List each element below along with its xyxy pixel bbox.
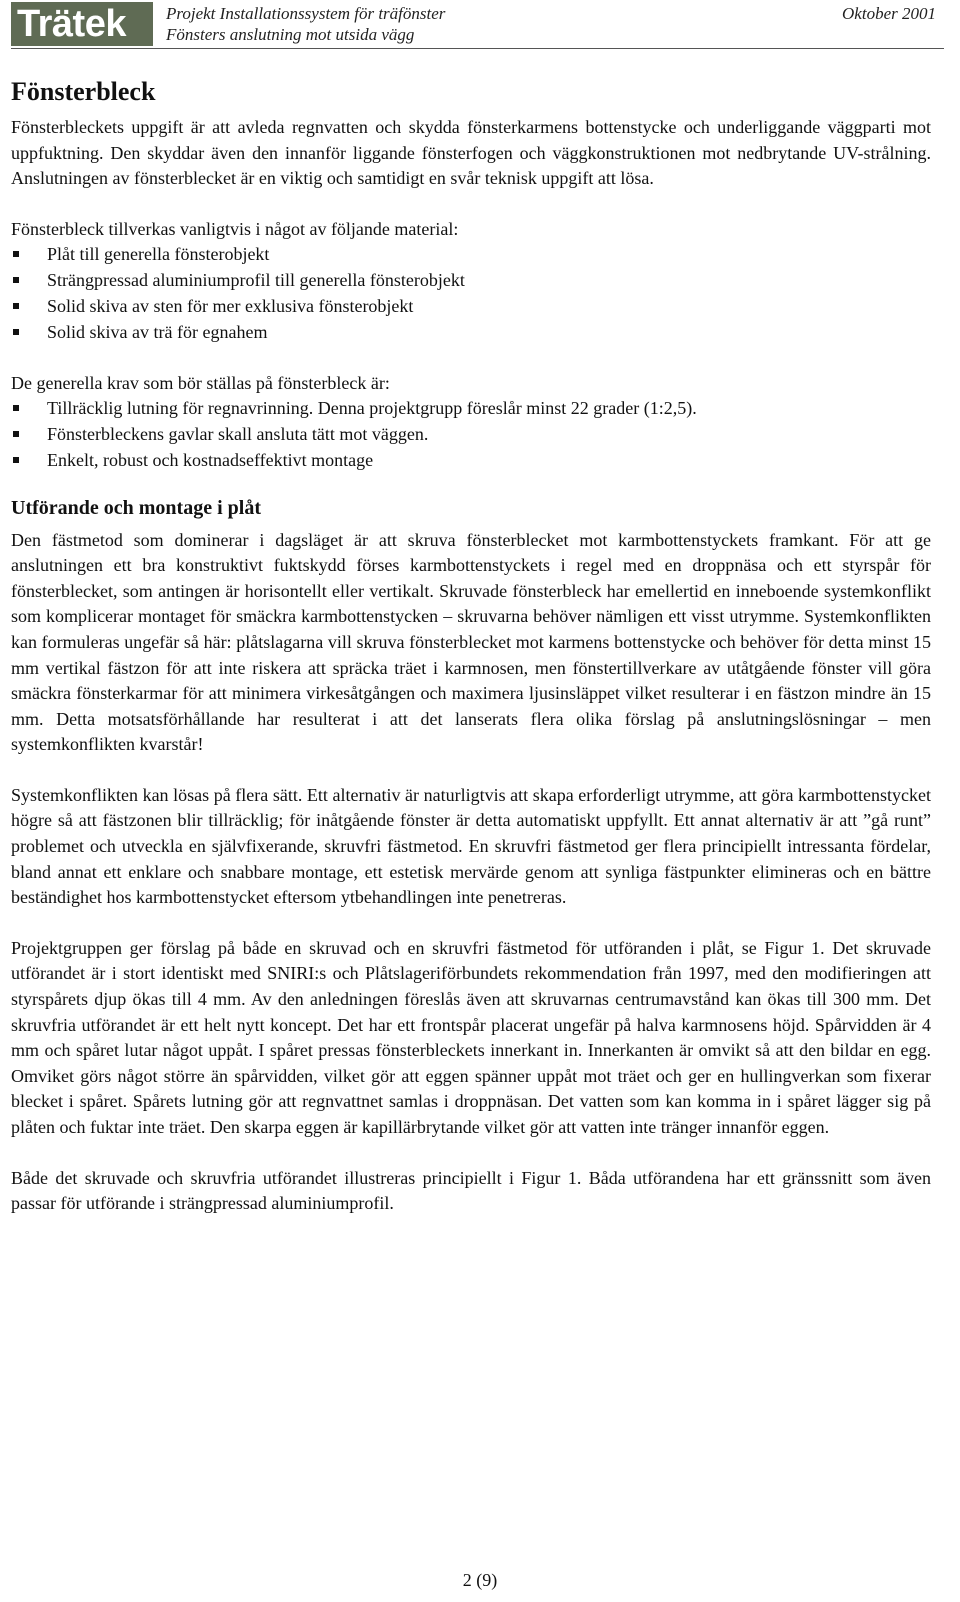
header-subtitle: Fönsters anslutning mot utsida vägg xyxy=(166,25,415,44)
requirements-lead: De generella krav som bör ställas på fönsterbleck är: xyxy=(11,372,390,393)
body-paragraph: Den fästmetod som dominerar i dagsläget är att skruva fönsterblecket mot karmbottenstyckets framkant. För att ge anslutningen ett bra konstruktivt fuktskydd förses karmbottenstyckets i regel med en droppnäsa och ett styrspår för fönsterblecket, som antingen är horisontellt eller vertikalt. Skruvade fönsterbleck har emellertid en inneboende systemkonflikt som komplicerar montaget för smäckra karmbottenstycken – skruvarna behöver nämligen ett visst utrymme. Systemkonflikten kan formuleras ungefär så här: plåtslagarna vill skruva fönsterblecket mot karmens bottenstycke och behöver för detta minst 15 mm vertikal fästzon för att inte riskera att spräcka träet i karmnosen, men fönstertillverkare av utåtgående fönster vill göra smäckra fönsterkarmar för att minimera virkesåtgången och maximera ljusinsläppet vilket resulterar i en fästzon mindre än 15 mm. Detta motsatsförhållande har resulterat i att det lanserats flera olika förslag på anslutningslösningar – men systemkonflikten kvarstår! xyxy=(11,529,931,755)
bullet-square-icon xyxy=(13,303,19,309)
bullet-square-icon xyxy=(13,251,19,257)
page-number: 2 (9) xyxy=(462,1570,498,1590)
body-paragraph: Både det skruvade och skruvfria utförandet illustreras principiellt i Figur 1. Båda utförandena har ett gränssnitt som även passar för utförande i strängpressad aluminiumprofil. xyxy=(11,1167,931,1214)
requirements-list xyxy=(11,396,931,473)
list-item: Strängpressad aluminiumprofil till generella fönsterobjekt xyxy=(11,268,931,294)
bullet-square-icon xyxy=(13,457,19,463)
list-item: Enkelt, robust och kostnadseffektivt montage xyxy=(11,448,931,474)
body-paragraph: Systemkonflikten kan lösas på flera sätt. Ett alternativ är naturligtvis att skapa erforderligt utrymme, att göra karmbottenstycket högre så att fästzonen blir tillräcklig; för inåtgående fönster är detta automatiskt uppfyllt. Ett annat alternativ är att ”gå runt” problemet och utveckla en självfixerande, skruvfri fästmetod. En skruvfri fästmetod ger flera principiellt intressanta fördelar, bland annat ett enklare och snabbare montage, ett estetisk mervärde genom att synliga fästpunkter elimineras och en bättre beständighet hos karmbottenstycket eftersom ytbehandlingen inte penetreras. xyxy=(11,784,931,908)
materials-lead: Fönsterbleck tillverkas vanligtvis i något av följande material: xyxy=(11,218,459,239)
list-item: Solid skiva av trä för egnahem xyxy=(11,320,931,346)
header-divider xyxy=(11,48,944,49)
list-item: Tillräcklig lutning för regnavrinning. Denna projektgrupp föreslår minst 22 grader (1:2,5). xyxy=(11,396,931,422)
document-body xyxy=(11,76,931,1217)
materials-list xyxy=(11,242,931,345)
intro-paragraph: Fönsterbleckets uppgift är att avleda regnvatten och skydda fönsterkarmens bottenstycke och underliggande väggparti mot uppfuktning. Den skyddar även den innanför liggande fönsterfogen och väggkonstruktionen mot nedbrytande UV-strålning. Anslutningen av fönsterblecket är en viktig och samtidigt en svår teknisk uppgift att lösa. xyxy=(11,117,931,189)
body-paragraph: Projektgruppen ger förslag på både en skruvad och en skruvfri fästmetod för utföranden i plåt, se Figur 1. Det skruvade utförandet är i stort identiskt med SNIRI:s och Plåtslageriförbundets rekommendation från 1997, med den modifieringen att styrspårets djup ökas till 4 mm. Av den anledningen föreslås även att skruvarnas centrumavstånd kan ökas till 300 mm. Det skruvfria utförandet är ett helt nytt koncept. Det har ett frontspår placerat ungefär på halva karmnosens höjd. Spårvidden är 4 mm och spåret lutar något uppåt. I spåret pressas fönsterbleckets innerkant in. Innerkanten är omvikt så att den bildar en egg. Omviket görs något större än spårvidden, vilket gör att eggen spänner uppåt mot träet och ger en hullingverkan som fixerar blecket i spåret. Spårets lutning gör att regnvattnet samlas i droppnäsan. Det vatten som kan komma in i spåret lägger sig på plåten och fuktar inte träet. Den skarpa eggen är kapillärbrytande vilket gör att vatten inte tränger innanför eggen. xyxy=(11,937,931,1138)
page-header xyxy=(11,0,944,50)
tratek-logo: Trätek xyxy=(11,2,153,46)
header-title: Projekt Installationssystem för träfönster xyxy=(166,4,446,23)
list-item: Solid skiva av sten för mer exklusiva fönsterobjekt xyxy=(11,294,931,320)
list-item: Fönsterbleckens gavlar skall ansluta tätt mot väggen. xyxy=(11,422,931,448)
section-heading-fonsterbleck: Fönsterbleck xyxy=(11,77,156,106)
header-date: Oktober 2001 xyxy=(842,4,936,23)
bullet-square-icon xyxy=(13,431,19,437)
list-item: Plåt till generella fönsterobjekt xyxy=(11,242,931,268)
bullet-square-icon xyxy=(13,329,19,335)
section-heading-utforande: Utförande och montage i plåt xyxy=(11,496,261,519)
bullet-square-icon xyxy=(13,405,19,411)
bullet-square-icon xyxy=(13,277,19,283)
